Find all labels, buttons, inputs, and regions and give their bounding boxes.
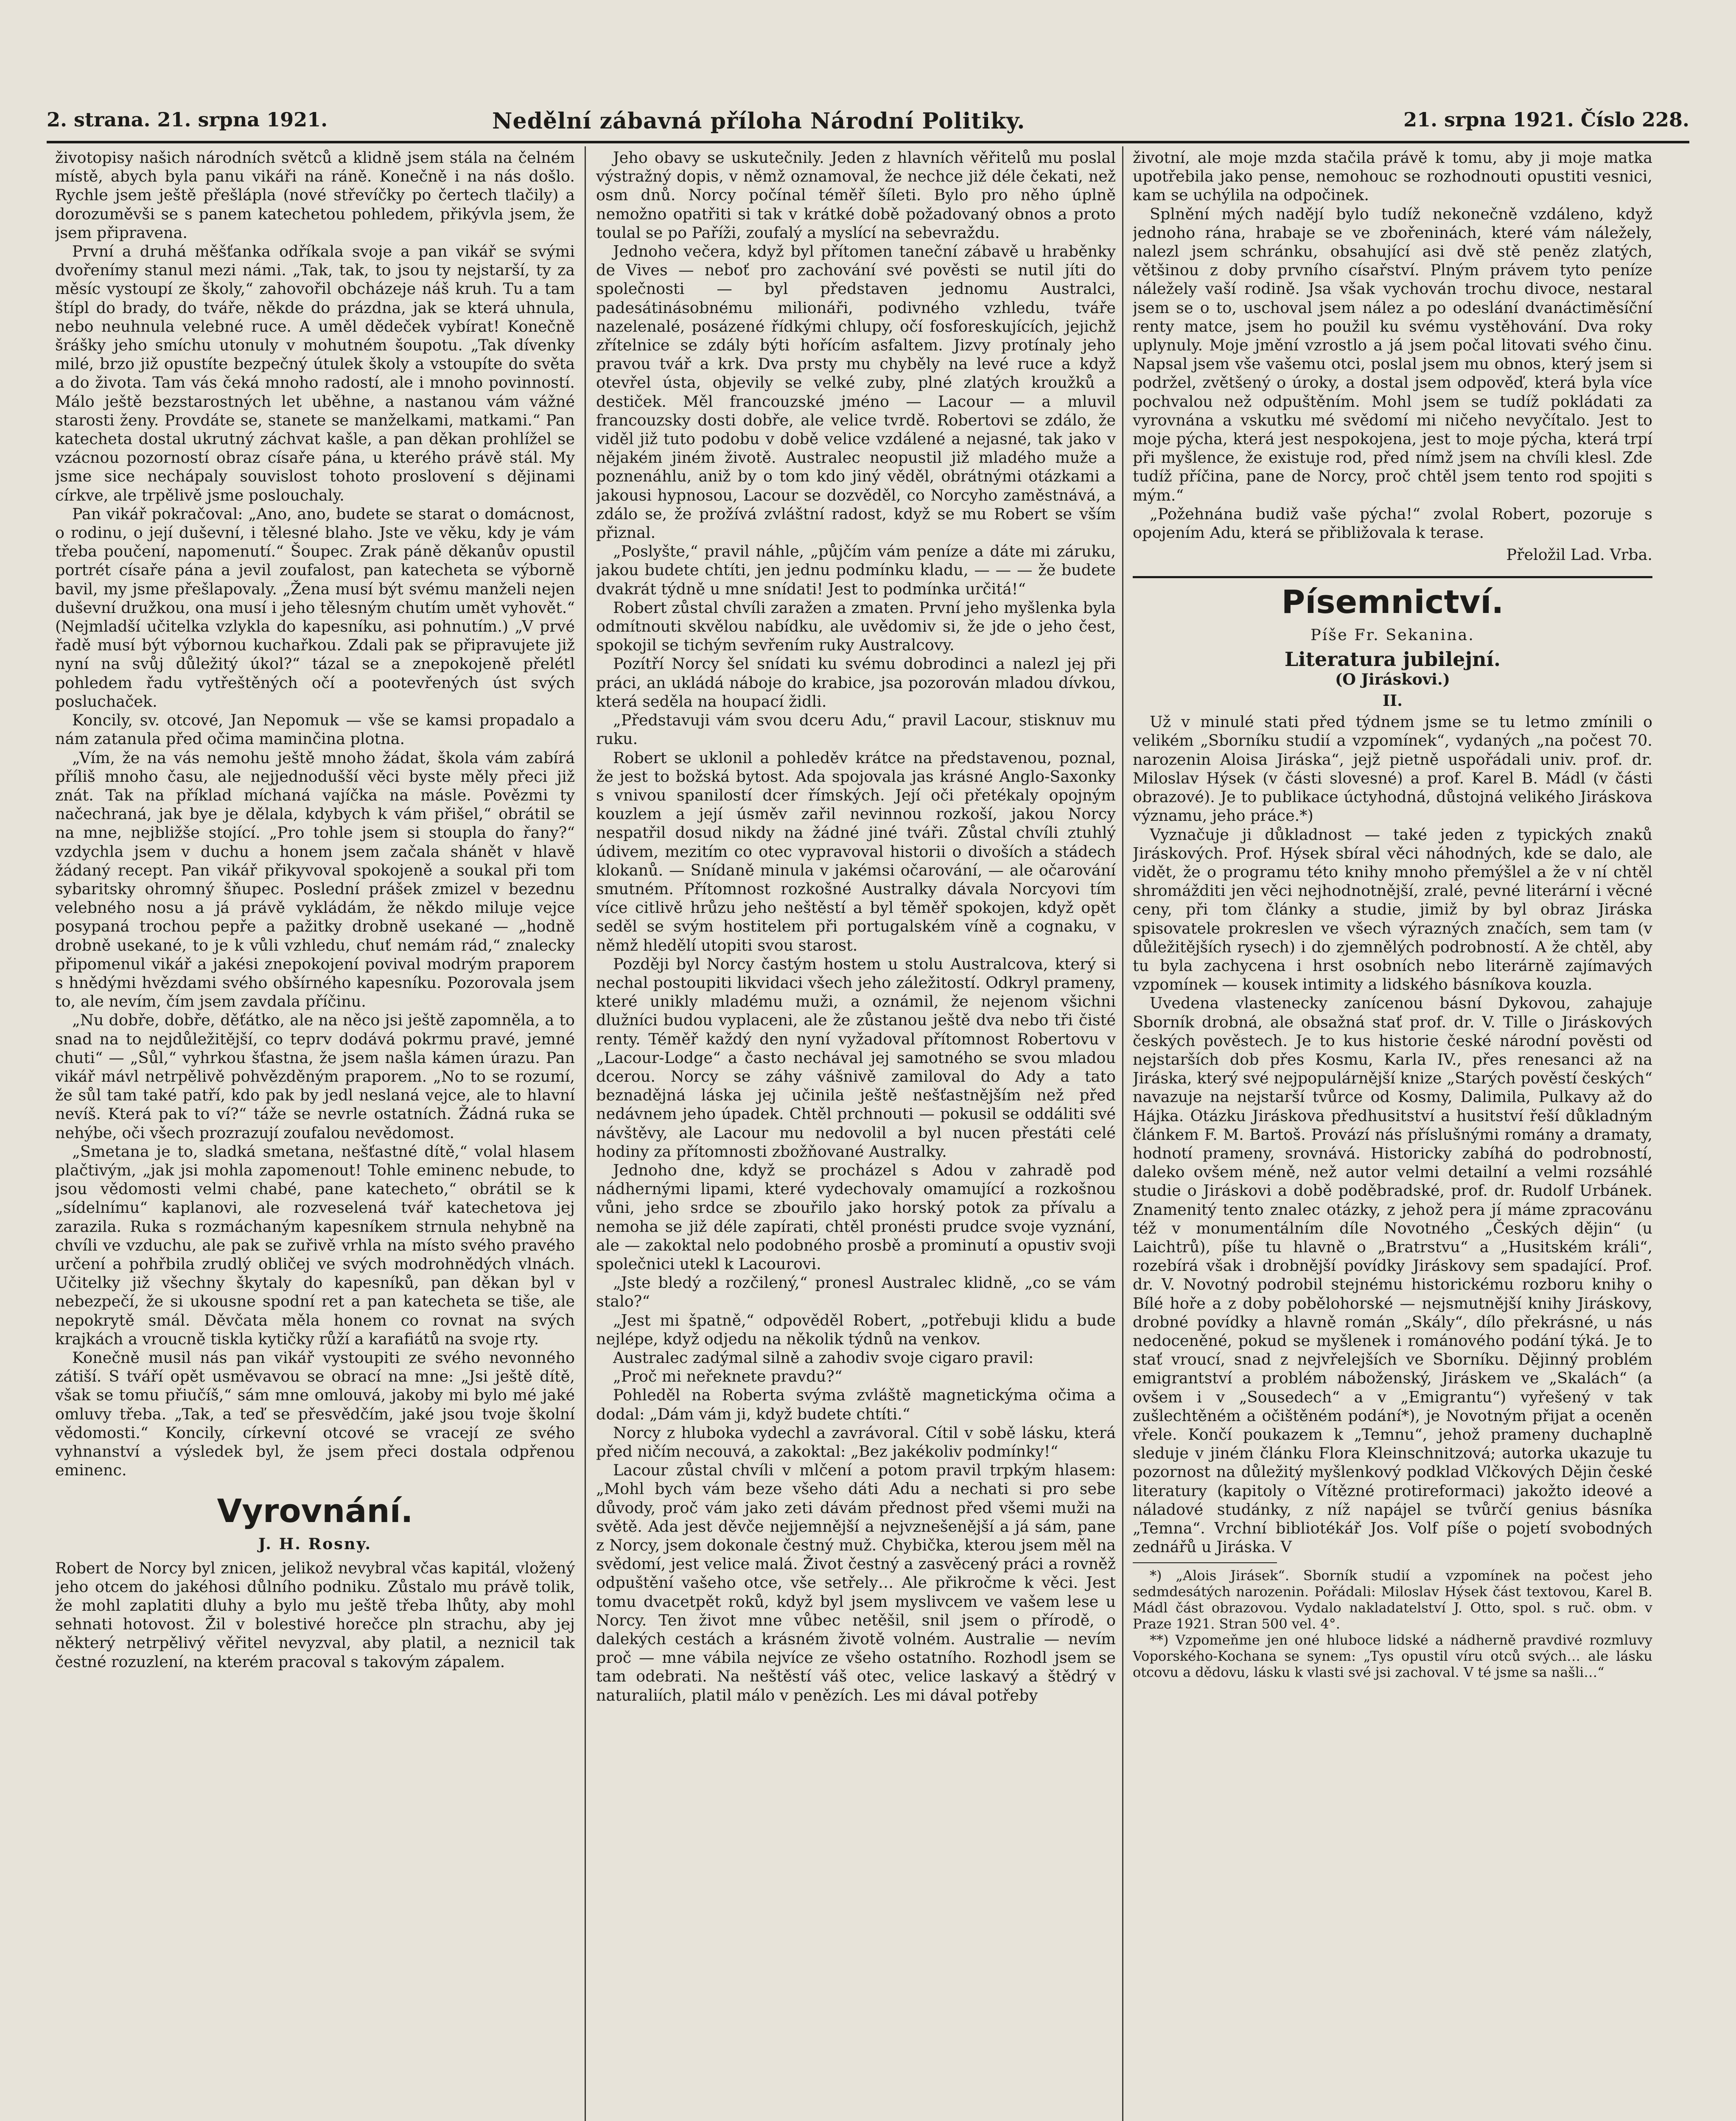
paragraph: Robert se uklonil a pohleděv krátce na představenou, poznal, že jest to božská bytost. Ada spojovala jas krásné Anglo-Saxonky s vnivou spanilostí dcer římských. Její oči přetékaly opojným kouzlem a její úsměv zařil nevinnou rozkoší, jakou Norcy nespatřil dosud nikdy na žádné jiné tváři. Zůstal chvíli ztuhlý údivem, mezitím co otec vypravoval historii o divoších a stádech klokanů. — Snídaně minula v jakémsi očarování, — ale očarování smutném. Přítomnost rozkošné Australky dávala Norcyovi tím více citlivě hrůzu jeho neštěstí a byl těměř spokojen, když opět seděl se svým hostitelem při portugalském víně a cognaku, v němž hledělí utopiti svou starost. (596, 748, 1116, 954)
column-divider (1122, 146, 1123, 2121)
story-author: J. H. Rosny. (258, 1535, 372, 1553)
footnote-rule (1133, 1562, 1277, 1563)
translator-credit: Přeložil Lad. Vrba. (1506, 546, 1652, 564)
paragraph: Uvedena vlastenecky zanícenou básní Dykovou, zahajuje Sborník drobná, ale obsažná stať prof. dr. V. Tille o Jiráskových českých pověstech. Je to kus historie české národní pověsti od nejstarších dob přes Kosmu, Karla IV., přes renesanci až na Jiráska, který své nejpopulárnější knize „Starých pověstí českých“ navazuje na nejstarší tvůrce od Kosmy, Dalimila, Pulkavy až do Hájka. Otázku Jiráskova předhusitství a husitství řeší důkladným článkem F. M. Bartoš. Provází nás příslušnými romány a dramaty, hodnotí prameny, srovnává. Historicky zabíhá do podrobností, daleko ovšem méně, než autor velmi detailní a velmi rozsáhlé studie o Jiráskovi a době poděbradské, prof. dr. Rudolf Urbánek. Znamenitý tento znalec otázky, z jehož pera jí máme zpracovánu též v monumentálním díle Novotného „Českých dějin“ (u Laichtrů), píše tu hlavně o „Bratrstvu“ a „Husitském králi“, rozebírá však i drobnější povídky Jiráskovy sem spadající. Prof. dr. V. Novotný podrobil stejnému historickému rozboru knihy o Bílé hoře a z doby pobělohorské — nejsmutnější knihy Jiráskovy, drobné povídky a hlavně román „Skály“, dílo překrásné, u nás nedoceněné, pokud se myšlenek i románového podání týká. Je to stať vroucí, snad z nejvřelejších ve Sborníku. Dějinný problém emigrantství a problém náboženský, Jiráskem ve „Skalách“ (a ovšem i v „Sousedech“ a v „Emigrantu“) vyřešený v tak zušlechtěném a očištěném podání*), je Novotným přijat a oceněn vřele. Končí poukazem k „Temnu“, jehož prameny duchaplně sleduje v jiném článku Flora Kleinschnitzová; autorka ukazuje tu pozornost na důležitý myšlenkový podklad Vlčkových Dějin české literatury (kapitoly o Vítězné protireformaci) jakožto ideové a náladové studánky, z níž napájel se tvůrčí genius básníka „Temna“. Vrchní bibliotékář Jos. Volf píše o pojetí svobodných zednářů u Jiráska. V (1133, 994, 1652, 1556)
section-rule (1133, 576, 1652, 578)
footnote: **) Vzpomeňme jen oné hluboce lidské a nádherně pravdivé rozmluvy Voporského-Kochana se synem: „Tys opustil víru otců svých… ale lásku otcovu a dědovu, lásku k vlasti své jsi zachoval. V té jsme sa našli…“ (1133, 1632, 1652, 1681)
paragraph: Pozítří Norcy šel snídati ku svému dobrodinci a nalezl jej při práci, an ukládá náboje do krabice, jsa pozorován mladou dívkou, která seděla na houpací židli. (596, 655, 1116, 711)
paragraph: Později byl Norcy častým hostem u stolu Australcova, který si nechal postoupiti likvidaci všech jeho záležitostí. Odkryl prameny, které unikly mladému muži, a oznámil, že nejenom všichni dlužníci budou vyplaceni, ale že zůstanou ještě dva nebo tři čisté renty. Téměř každý den nyní vyžadoval přítomnost Robertovu v „Lacour-Lodge“ a často nechával jej samotného se svou mladou dcerou. Norcy se záhy vášnivě zamiloval do Ady a tato beznadějná láska jej učinila ještě nešťastnějším než před nedávnem jeho úpadek. Chtěl prchnouti — pokusil se oddáliti své návštěvy, ale Lacour mu nedovolil a byl nucen přestáti celé hodiny za přítomnosti zbožňované Australky. (596, 954, 1116, 1161)
column-2 (596, 148, 1116, 2121)
paragraph: „Vím, že na vás nemohu ještě mnoho žádat, škola vám zabírá příliš mnoho času, ale nejjednodušší věci byste měly přeci již znát. Tak na příklad míchaná vajíčka na másle. Povězmi ty načechraná, jak bye je dělala, kdybych k vám přišel,“ obrátil se na mne, nejbližše stojící. „Pro tohle jsem si stoupla do řany?“ vzdychla jsem v duchu a honem jsem začala shánět v hlavě žádaný recept. Pan vikář přikyvoval spokojeně a soukal při tom sybaritsky ohromný šňupec. Poslední prášek zmizel v bezednu velebného nosu a já právě vykládám, že někdo miluje vejce posypaná trochou pepře a pažitky drobně usekané — „hodně drobně usekané, to je k vůli vzhledu, chuť nemám rád,“ znalecky připomenul vikář a jakési znepokojení povival modrým praporem s hnědými hvězdami svého obšírného kapesníku. Pozorovala jsem to, ale nevím, čím jsem zavdala příčinu. (55, 748, 575, 1011)
paragraph: Vyznačuje ji důkladnost — také jeden z typických znaků Jiráskových. Prof. Hýsek sbíral věci náhodných, kde se dalo, ale vidět, že o programu této knihy mnoho přemýšlel a že v ní chtěl shromážditi jen věci nejhodnotnější, zralé, pevné literární i věcné ceny, při tom články a studie, jimiž by byl obraz Jiráska spisovatele prokreslen ve všech výrazných značích, sem tam (v důležitějších rysech) i do zjemnělých podrobností. A že chtěl, aby tu byla zachycena i hrst osobních nebo literárně zajímavých vzpomínek — kousek intimity a lidského básníkova kouzla. (1133, 825, 1652, 994)
paragraph: „Požehnána budiž vaše pýcha!“ zvolal Robert, pozoruje s opojením Adu, která se přibližovala k terase. (1133, 504, 1652, 542)
paragraph: „Smetana je to, sladká smetana, nešťastné dítě,“ volal hlasem plačtivým, „jak jsi mohla zapomenout! Tohle eminenc nebude, to jsou vědomosti velmi chabé, pane katecheto,“ obrátil se k „sídelnímu“ kaplanovi, ale rozveselená tvář katechetova jej zarazila. Ruka s rozmáchaným kapesníkem strnula nehybně na chvíli ve vzduchu, ale pak se zuřivě vrhla na místo svého pravého určení a pohřbila zrudlý obličej ve svých modrohnědých vlnách. Učitelky již všechny škytaly do kapesníků, pan děkan byl v nebezpečí, že si ukousne spodní ret a pan katecheta se tiše, ale nepokrytě smál. Děvčata měla honem co rovnat na svých krajkách a vroucně tiskla kytičky růží a karafiátů na svoje rty. (55, 1142, 575, 1348)
section-byline: Píše Fr. Sekanina. (1310, 626, 1475, 644)
section-subtitle-2: (O Jiráskovi.) (1335, 670, 1450, 688)
paragraph: Konečně musil nás pan vikář vystoupiti ze svého nevonného zátiší. S tváří opět usměvavou se obrací na mne: „Jsi ještě dítě, však se tomu přiučíš,“ sám mne omlouvá, jakoby mi bylo mé jaké omluvy třeba. „Tak, a teď se přesvědčím, jaké jsou tvoje školní vědomosti.“ Koncily, církevní otcové se vracejí ze svého vyhnanství a výsledek byl, že jsem přeci dostala odpřenou eminenc. (55, 1349, 575, 1480)
footnote: *) „Alois Jirásek“. Sborník studií a vzpomínek na počest jeho sedmdesátých narozenin. Pořádali: Miloslav Hýsek část textovou, Karel B. Mádl část obrazovou. Vydalo nakladatelství J. Otto, spol. s ruč. obm. v Praze 1921. Stran 500 vel. 4°. (1133, 1567, 1652, 1632)
paragraph: Splnění mých nadějí bylo tudíž nekonečně vzdáleno, když jednoho rána, hrabaje se ve zbořeninách, které vám náležely, nalezl jsem schránku, obsahující asi dvě stě peněz zlatých, většinou z doby prvního císařství. Plným právem tyto peníze náležely vaší rodině. Jsa však vychován trochu divoce, nestaral jsem se o to, uschoval jsem nález a po odeslání dvanáctiměsíční renty matce, jsem ho použil ku svému vystěhování. Dva roky uplynuly. Moje jmění vzrostlo a já jsem počal litovati svého činu. Napsal jsem vše vašemu otci, poslal jsem mu obnos, který jsem si podržel, zvětšený o úroky, a dostal jsem odpověď, která byla více pochvalou než odpuštěním. Mohl jsem se tudíž pokládati za vyrovnána a vskutku mé svědomí mi ničeho nevyčítalo. Jest to moje pýcha, která jest nespokojena, jest to moje pýcha, která trpí při myšlence, že existuje rod, před nímž jsem na chvíli klesl. Zde tudíž příčina, pane de Norcy, proč chtěl jsem tento rod spojiti s mým.“ (1133, 204, 1652, 504)
paragraph: Koncily, sv. otcové, Jan Nepomuk — vše se kamsi propadalo a nám zatanula před očima maminčina plotna. (55, 711, 575, 748)
paragraph: Jednoho večera, když byl přítomen taneční zábavě u hraběnky de Vives — neboť pro zachování své pověsti se nutil jíti do společnosti — byl představen jednomu Australci, padesátinásobnému milionáři, podivného vzhledu, tváře nazelenalé, posázené řídkými chlupy, očí fosforeskujících, jejichž zřítelnice se zdály býti hořícím asfaltem. Jizvy protínaly jeho pravou tvář a krk. Dva prsty mu chyběly na levé ruce a když otevřel ústa, objevily se velké zuby, plné zlatých kroužků a destiček. Měl francouzské jméno — Lacour — a mluvil francouzsky dosti dobře, ale velice tvrdě. Robertovi se zdálo, že viděl již tuto podobu v době velice vzdálené a nejasné, tak jako v nějakém jiném životě. Australec neopustil již mladého muže a poznenáhlu, aniž by o tom kdo jiný věděl, obrátnými otázkami a jakousi hypnosou, Lacour se dozvěděl, co Norcyho zaměstnává, a zdálo se, že prožívá zvláštní radost, když se mu Robert se vším přiznal. (596, 242, 1116, 542)
paragraph: Pan vikář pokračoval: „Ano, ano, budete se starat o domácnost, o rodinu, o její duševní, i tělesné blaho. Jste ve věku, kdy je vám třeba poučení, napomenutí.“ Šoupec. Zrak páně děkanův opustil portrét císaře pána a jevil zoufalost, pan katecheta se výborně bavil, my jsme přešlapovaly. „Žena musí být svému manželi nejen duševní družkou, ona musí i jeho tělesným chutím umět vyhovět.“ (Nejmladší učitelka vzlykla do kapesníku, asi pohnutím.) „V prvé řadě musí být výbornou kuchařkou. Zdali pak se připravujete již nyní na svůj důležitý úkol?“ tázal se a znepokojeně přelétl pohledem řadu vytřeštěných očí a pootevřených úst svých posluchaček. (55, 504, 575, 711)
story-title: Vyrovnání. (217, 1492, 413, 1530)
paragraph: Pohleděl na Roberta svýma zvláště magnetickýma očima a dodal: „Dám vám ji, když budete chtíti.“ (596, 1386, 1116, 1423)
column-3 (1133, 148, 1652, 2121)
paragraph: Už v minulé stati před týdnem jsme se tu letmo zmínili o velikém „Sborníku studií a vzpomínek“, vydaných „na počest 70. narozenin Aloisa Jiráska“, jejž pietně uspořádali univ. prof. dr. Miloslav Hýsek (v části slovesné) a prof. Karel B. Mádl (v části obrazové). Je to publikace úctyhodná, důstojná velikého Jiráskova významu, jeho práce.*) (1133, 713, 1652, 825)
paragraph: Norcy z hluboka vydechl a zavrávoral. Cítil v sobě lásku, která před ničím necouvá, a zakoktal: „Bez jakékoliv podmínky!“ (596, 1423, 1116, 1461)
paragraph: První a druhá měšťanka odříkala svoje a pan vikář se svými dvořenímy stanul mezi námi. „Tak, tak, to jsou ty nejstarší, ty za měsíc vystoupí ze školy,“ zahovořil obcházeje náš kruh. Tu a tam štípl do brady, do tváře, někde do prázdna, jak se která uhnula, nebo neuhnula velebné ruce. A uměl dědeček vybírat! Konečně šrášky jeho smíchu utonuly v mohutném šoupotu. „Tak dívenky milé, brzo již opustíte bezpečný útulek školy a vstoupíte do světa a do života. Tam vás čeká mnoho radostí, ale i mnoho povinností. Málo ještě bezstarostných let uběhne, a nastanou vám vážné starosti ženy. Provdáte se, stanete se manželkami, matkami.“ Pan katecheta dostal ukrutný záchvat kašle, a pan děkan prohlížel se vzácnou pozorností obraz císaře pána, u kterého právě stál. My jsme sice nechápaly souvislost tohoto proslovení s dějinami církve, ale trpělivě jsme poslouchaly. (55, 242, 575, 504)
column-1 (55, 148, 575, 2121)
section-part-number: II. (1383, 691, 1403, 710)
header-date-left: 2. strana. 21. srpna 1921. (47, 108, 328, 131)
header-rule (47, 141, 1689, 143)
paragraph: Jednoho dne, když se procházel s Adou v zahradě pod nádhernými lipami, které vydechovaly omamující a rozkošnou vůni, jeho srdce se zbouřilo jako horský potok za přívalu a nemoha se již déle zapírati, chtěl pronésti prudce svoje vyznání, ale — zakoktal nelo podobného prosbě a prominutí a opustiv svoji společnici utekl k Lacourovi. (596, 1161, 1116, 1273)
paragraph: Robert de Norcy byl znicen, jelikož nevybral včas kapitál, vložený jeho otcem do jakéhosi důlního podniku. Zůstalo mu právě tolik, že mohl zaplatiti dluhy a bylo mu ještě třeba lhůty, aby mohl sehnati hotovost. Žil v bolestivé horečce pln strachu, aby jej některý netrpělivý věřitel nevyzval, aby platil, a neznicil tak čestné rozuzlení, na kterém pracoval s takovým zápalem. (55, 1559, 575, 1671)
section-title: Písemnictví. (1281, 583, 1504, 621)
paragraph: Robert zůstal chvíli zaražen a zmaten. První jeho myšlenka byla odmítnouti skvělou nabídku, ale uvědomiv si, že jde o jeho čest, spokojil se tichým sevřením ruky Australcovy. (596, 598, 1116, 655)
header-supplement-title: Nedělní zábavná příloha Národní Politiky. (492, 108, 1025, 134)
paragraph: „Poslyšte,“ pravil náhle, „půjčím vám peníze a dáte mi záruku, jakou budete chtíti, jen jednu podmínku kladu, — — — že budete dvakrát týdně u mne snídati! Jest to podmínka určitá!“ (596, 542, 1116, 598)
paragraph: „Jste bledý a rozčilený,“ pronesl Australec klidně, „co se vám stalo?“ (596, 1273, 1116, 1311)
paragraph: „Jest mi špatně,“ odpověděl Robert, „potřebuji klidu a bude nejlépe, když odjedu na několik týdnů na venkov. (596, 1311, 1116, 1348)
paragraph: „Nu dobře, dobře, děťátko, ale na něco jsi ještě zapomněla, a to snad na to nejdůležitější, co teprv dodává pokrmu pravé, jemné chuti“ — „Sůl,“ vyhrkou šťastna, že jsem našla kámen úrazu. Pan vikář mávl netrpělivě pohvězděným praporem. „No to se rozumí, že sůl tam také patří, kdo pak by jedl neslaná vejce, ale to hlavní nevíš. Která pak to ví?“ táže se nevrle ostatních. Žádná ruka se nehýbe, oči všech prozrazují zoufalou nevědomost. (55, 1011, 575, 1142)
paragraph: „Proč mi neřeknete pravdu?“ (613, 1367, 843, 1386)
paragraph: Jeho obavy se uskutečnily. Jeden z hlavních věřitelů mu poslal výstražný dopis, v němž oznamoval, že nechce již déle čekati, než osm dnů. Norcy počínal téměř šíleti. Bylo pro něho úplně nemožno opatřiti si tak v krátké době požadovaný obnos a proto toulal se po Paříži, zoufalý a myslící na sebevraždu. (596, 148, 1116, 242)
page-header (47, 108, 1689, 142)
paragraph: životopisy našich národních světců a klidně jsem stála na čelném místě, abych byla panu vikáři na ráně. Konečně i na nás došlo. Rychle jsem ještě přešlápla (nové střevíčky po čertech tlačily) a dorozuměvši se s panem katechetou pohledem, přikývla jsem, že jsem připravena. (55, 148, 575, 242)
paragraph: Lacour zůstal chvíli v mlčení a potom pravil trpkým hlasem: „Mohl bych vám beze všeho dáti Adu a nechati si pro sebe důvody, proč vám jako zeti dávám přednost před všemi muži na světě. Ada jest děvče nejjemnější a nejvznešenější a já sám, pane z Norcy, jsem dokonale čestný muž. Chybička, kterou jsem měl na svědomí, jest velice malá. Život čestný a zasvěcený práci a rovněž odpuštění vašeho otce, vše setřely… Ale přikročme k věci. Jest tomu dvacetpět roků, když byl jsem myslivcem ve vašem lese u Norcy. Ten život mne vůbec netěšil, snil jsem o přírodě, o dalekých cestách a krásném životě volném. Australie — nevím proč — mne vábila nejvíce ze všeho ostatního. Rozhodl jsem se tam odebrati. Na neštěstí váš otec, velice laskavý a štědrý v naturaliích, platil málo v penězích. Les mi dával potřeby (596, 1461, 1116, 1704)
column-divider (585, 146, 586, 2121)
paragraph: životní, ale moje mzda stačila právě k tomu, aby ji moje matka upotřebila jako pense, nemohouc se rozhodnouti opustiti vesnici, kam se uchýlila na odpočinek. (1133, 148, 1652, 204)
paragraph: „Představuji vám svou dceru Adu,“ pravil Lacour, stisknuv mu ruku. (596, 711, 1116, 748)
section-subtitle: Literatura jubilejní. (1284, 647, 1501, 671)
paragraph: Australec zadýmal silně a zahodiv svoje cigaro pravil: (613, 1349, 1034, 1367)
header-date-right: 21. srpna 1921. Číslo 228. (1403, 108, 1689, 131)
